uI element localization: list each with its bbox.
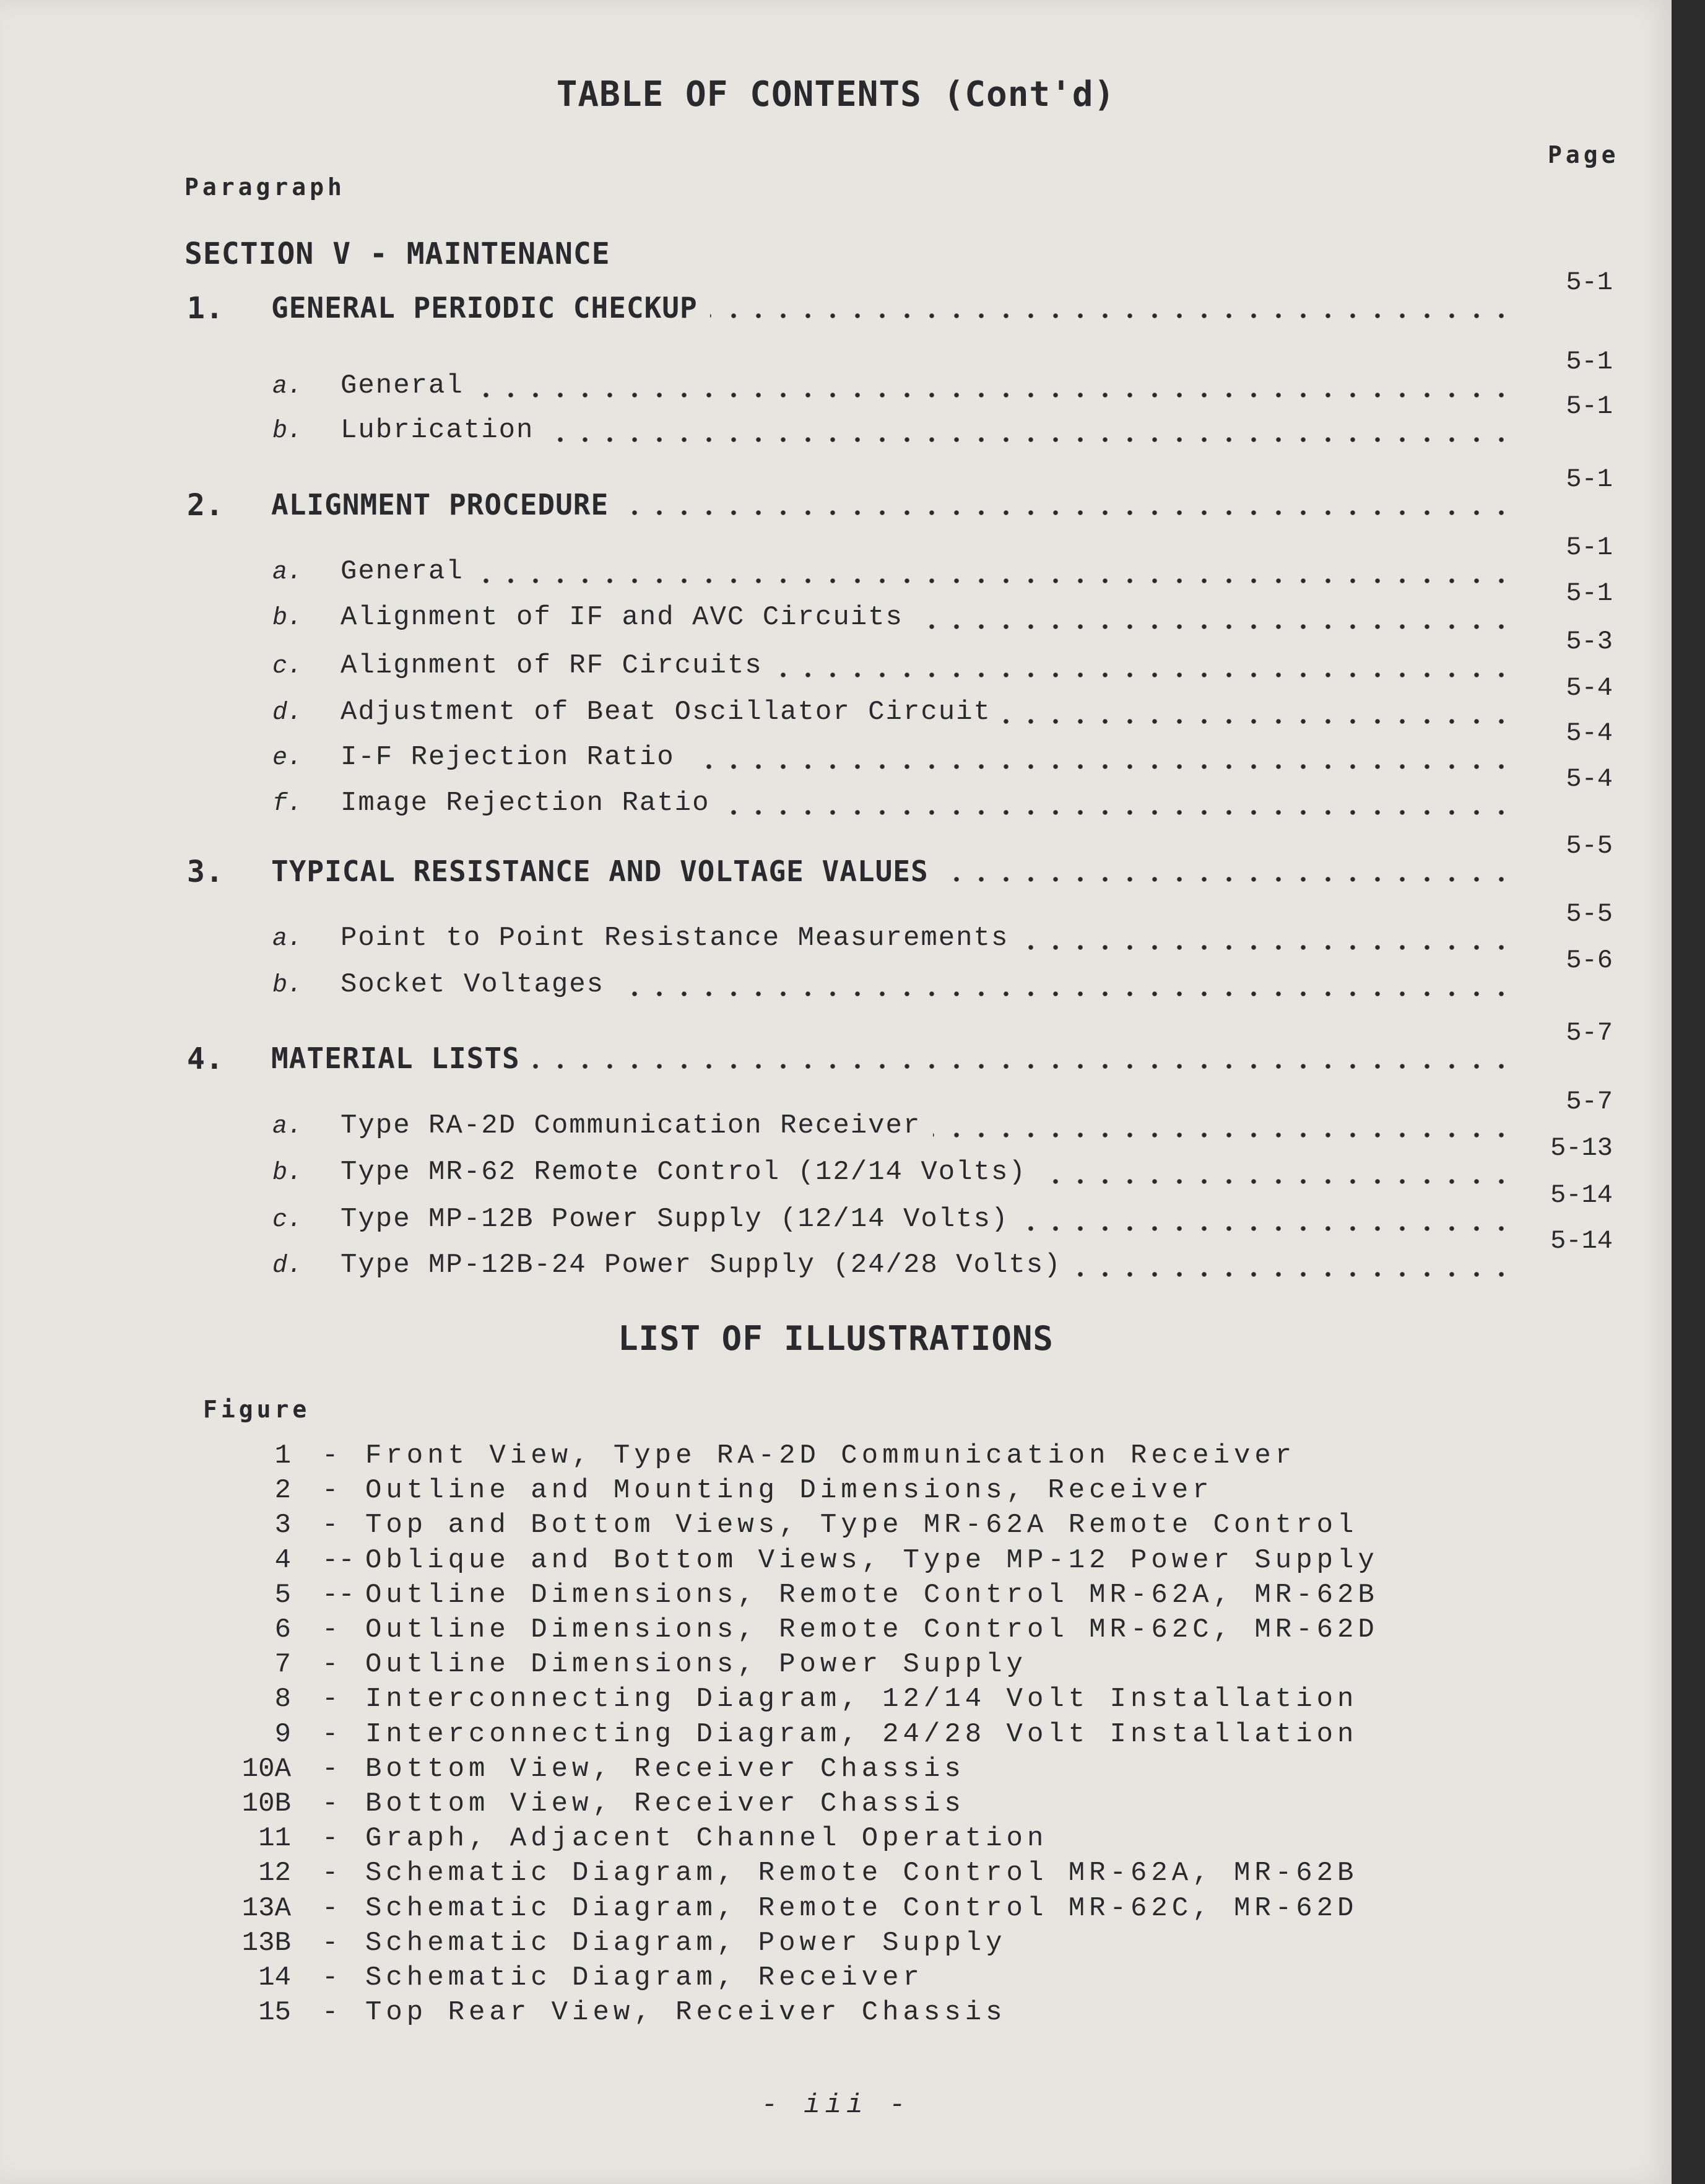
figure-number: 13B (241, 1928, 291, 1959)
figure-number: 5 (274, 1580, 291, 1611)
figure-dash: - (322, 1788, 339, 1819)
figure-entry (0, 1997, 1672, 2032)
toc-entry-letter: b. (272, 604, 303, 632)
figure-number: 8 (274, 1684, 291, 1715)
toc-entry-page: 5-4 (1566, 673, 1613, 703)
figure-title: Schematic Diagram, Remote Control MR-62C, MR-62D (365, 1893, 1358, 1924)
leader-dots (1039, 1157, 1514, 1191)
figure-dash: - (322, 1440, 339, 1471)
leader-dots (916, 602, 1514, 637)
toc-entry-title: Type MR-62 Remote Control (12/14 Volts) (341, 1157, 1026, 1188)
toc-entry-title: Image Rejection Ratio (341, 788, 710, 819)
toc-entry-title: Point to Point Resistance Measurements (341, 923, 1009, 954)
toc-entry (0, 1018, 1672, 1079)
toc-entry-title: Type MP-12B Power Supply (12/14 Volts) (341, 1204, 1009, 1235)
toc-entry (0, 718, 1672, 779)
toc-entry-page: 5-1 (1566, 578, 1613, 608)
toc-entry-letter: a. (272, 373, 303, 401)
leader-dots (1074, 1250, 1514, 1284)
toc-entry (0, 533, 1672, 593)
figure-title: Outline Dimensions, Remote Control MR-62C, MR-62D (365, 1614, 1379, 1645)
figure-entry (0, 1545, 1672, 1580)
figure-number: 4 (274, 1545, 291, 1576)
figure-dash: - (322, 1858, 339, 1889)
figure-title: Top Rear View, Receiver Chassis (365, 1997, 1007, 2028)
toc-entry (0, 464, 1672, 525)
figure-number: 13A (241, 1893, 291, 1924)
figure-entry (0, 1719, 1672, 1754)
leader-dots (722, 788, 1514, 822)
figure-entry (0, 1510, 1672, 1544)
toc-entry (0, 764, 1672, 825)
toc-entry-page: 5-1 (1566, 268, 1613, 297)
toc-entry (0, 673, 1672, 734)
figure-title: Outline and Mounting Dimensions, Receiver (365, 1475, 1213, 1506)
toc-entry-number: 1. (187, 291, 224, 326)
illustrations-title: LIST OF ILLUSTRATIONS (618, 1319, 1054, 1358)
figure-title: Outline Dimensions, Power Supply (365, 1649, 1027, 1680)
figure-title: Bottom View, Receiver Chassis (365, 1788, 965, 1819)
leader-dots (1021, 1204, 1514, 1238)
figure-dash: - (322, 1614, 339, 1645)
leader-dots (710, 291, 1514, 326)
figure-number: 7 (274, 1649, 291, 1680)
figure-number: 2 (274, 1475, 291, 1506)
figure-entry (0, 1649, 1672, 1684)
toc-entry-title: Socket Voltages (341, 969, 605, 1000)
toc-entry-page: 5-13 (1550, 1133, 1613, 1163)
figure-dash: - (322, 1649, 339, 1680)
figure-entry (0, 1858, 1672, 1892)
leader-dots (687, 742, 1514, 777)
toc-entry-title: MATERIAL LISTS (271, 1042, 520, 1075)
figure-title: Schematic Diagram, Receiver (365, 1962, 924, 1993)
toc-entry-title: Alignment of IF and AVC Circuits (341, 602, 903, 633)
figure-title: Oblique and Bottom Views, Type MP-12 Power Supply (365, 1545, 1379, 1576)
toc-entry-title: TYPICAL RESISTANCE AND VOLTAGE VALUES (271, 855, 929, 888)
figure-number: 14 (258, 1962, 291, 1993)
figure-title: Outline Dimensions, Remote Control MR-62A, MR-62B (365, 1580, 1379, 1611)
toc-entry-title: GENERAL PERIODIC CHECKUP (271, 291, 698, 324)
toc-entry-number: 4. (187, 1042, 224, 1076)
figure-title: Top and Bottom Views, Type MR-62A Remote Control (365, 1510, 1358, 1541)
figure-dash: - (322, 1754, 339, 1785)
leader-dots (1021, 923, 1514, 957)
toc-entry-letter: a. (272, 925, 303, 953)
toc-entry-page: 5-4 (1566, 764, 1613, 794)
figure-number: 9 (274, 1719, 291, 1750)
toc-title: TABLE OF CONTENTS (Cont'd) (556, 74, 1116, 115)
toc-entry-letter: e. (272, 744, 303, 772)
figure-dash: - (322, 1928, 339, 1959)
leader-dots (476, 556, 1514, 591)
figure-dash: - (322, 1893, 339, 1924)
figure-dash: - (322, 1962, 339, 1993)
figure-title: Schematic Diagram, Power Supply (365, 1928, 1007, 1959)
toc-entry-letter: f. (272, 790, 303, 818)
figure-entry (0, 1823, 1672, 1858)
toc-entry-page: 5-6 (1566, 946, 1613, 975)
figure-dash: - (322, 1719, 339, 1750)
toc-entry-title: General (341, 556, 464, 587)
leader-dots (941, 855, 1514, 889)
toc-entry (0, 831, 1672, 892)
toc-entry (0, 1180, 1672, 1241)
toc-entry-title: Lubrication (341, 415, 534, 446)
figure-number: 10B (241, 1788, 291, 1819)
toc-entry (0, 627, 1672, 687)
toc-entry (0, 899, 1672, 960)
toc-entry (0, 1226, 1672, 1287)
toc-entry (0, 268, 1672, 328)
toc-entry-letter: d. (272, 1252, 303, 1280)
figure-entry (0, 1614, 1672, 1649)
leader-dots (617, 969, 1514, 1004)
toc-entry (0, 1133, 1672, 1194)
figure-entry (0, 1580, 1672, 1614)
toc-entry-page: 5-1 (1566, 533, 1613, 562)
toc-entry-letter: a. (272, 559, 303, 586)
toc-entry-number: 3. (187, 855, 224, 889)
figure-dash: -- (322, 1580, 355, 1611)
figure-dash: - (322, 1475, 339, 1506)
toc-entry-page: 5-1 (1566, 464, 1613, 494)
figure-entry (0, 1475, 1672, 1510)
figure-number: 15 (258, 1997, 291, 2028)
leader-dots (476, 370, 1514, 405)
toc-entry-letter: c. (272, 653, 303, 681)
figure-number: 10A (241, 1754, 291, 1785)
figure-title: Schematic Diagram, Remote Control MR-62A, MR-62B (365, 1858, 1358, 1889)
toc-entry-title: Type RA-2D Communication Receiver (341, 1110, 921, 1141)
leader-dots (933, 1110, 1514, 1145)
figure-title: Bottom View, Receiver Chassis (365, 1754, 965, 1785)
figure-title: Interconnecting Diagram, 12/14 Volt Installation (365, 1684, 1358, 1715)
figure-entry (0, 1684, 1672, 1718)
toc-entry-page: 5-1 (1566, 391, 1613, 421)
toc-entry-title: I-F Rejection Ratio (341, 742, 675, 773)
toc-entry (0, 578, 1672, 639)
figure-title: Interconnecting Diagram, 24/28 Volt Installation (365, 1719, 1358, 1750)
toc-entry-title: General (341, 370, 464, 401)
toc-entry-title: ALIGNMENT PROCEDURE (271, 488, 609, 521)
figure-dash: - (322, 1510, 339, 1541)
figure-dash: -- (322, 1545, 355, 1576)
toc-entry-page: 5-4 (1566, 718, 1613, 748)
figure-title: Graph, Adjacent Channel Operation (365, 1823, 1048, 1854)
figure-entry (0, 1440, 1672, 1475)
page-column-header: Page (1548, 141, 1620, 168)
toc-entry-letter: c. (272, 1206, 303, 1234)
figure-entry (0, 1928, 1672, 1962)
figure-entry (0, 1893, 1672, 1928)
figure-title: Front View, Type RA-2D Communication Receiver (365, 1440, 1296, 1471)
figure-entry (0, 1754, 1672, 1788)
toc-entry-page: 5-14 (1550, 1180, 1613, 1210)
toc-entry (0, 1087, 1672, 1147)
figure-entry (0, 1788, 1672, 1823)
figure-number: 1 (274, 1440, 291, 1471)
toc-entry-page: 5-7 (1566, 1018, 1613, 1048)
toc-entry-title: Type MP-12B-24 Power Supply (24/28 Volts) (341, 1250, 1062, 1281)
paragraph-column-header: Paragraph (184, 173, 345, 201)
figure-entry (0, 1962, 1672, 1997)
toc-entry-letter: b. (272, 972, 303, 999)
toc-entry-title: Adjustment of Beat Oscillator Circuit (341, 697, 991, 728)
toc-entry (0, 946, 1672, 1006)
toc-entry-number: 2. (187, 488, 224, 523)
toc-entry-title: Alignment of RF Circuits (341, 650, 763, 681)
toc-entry-letter: d. (272, 699, 303, 727)
toc-entry-letter: b. (272, 417, 303, 445)
leader-dots (775, 650, 1514, 685)
figure-number: 3 (274, 1510, 291, 1541)
toc-entry-page: 5-1 (1566, 347, 1613, 376)
leader-dots (532, 1042, 1514, 1076)
toc-entry-page: 5-5 (1566, 831, 1613, 861)
leader-dots (621, 488, 1514, 523)
toc-entry-page: 5-3 (1566, 627, 1613, 656)
section-heading: SECTION V - MAINTENANCE (184, 237, 610, 271)
leader-dots (1004, 697, 1514, 731)
toc-entry-page: 5-5 (1566, 899, 1613, 929)
figure-number: 12 (258, 1858, 291, 1889)
figure-dash: - (322, 1823, 339, 1854)
figure-number: 11 (258, 1823, 291, 1854)
figure-dash: - (322, 1997, 339, 2028)
toc-entry (0, 391, 1672, 452)
figure-dash: - (322, 1684, 339, 1715)
toc-entry-letter: b. (272, 1159, 303, 1187)
toc-entry-page: 5-7 (1566, 1087, 1613, 1116)
toc-entry-letter: a. (272, 1113, 303, 1141)
leader-dots (546, 415, 1514, 450)
page-number: - iii - (761, 2090, 911, 2121)
toc-entry (0, 347, 1672, 407)
toc-entry-page: 5-14 (1550, 1226, 1613, 1256)
figure-number: 6 (274, 1614, 291, 1645)
figure-column-header: Figure (203, 1396, 311, 1423)
